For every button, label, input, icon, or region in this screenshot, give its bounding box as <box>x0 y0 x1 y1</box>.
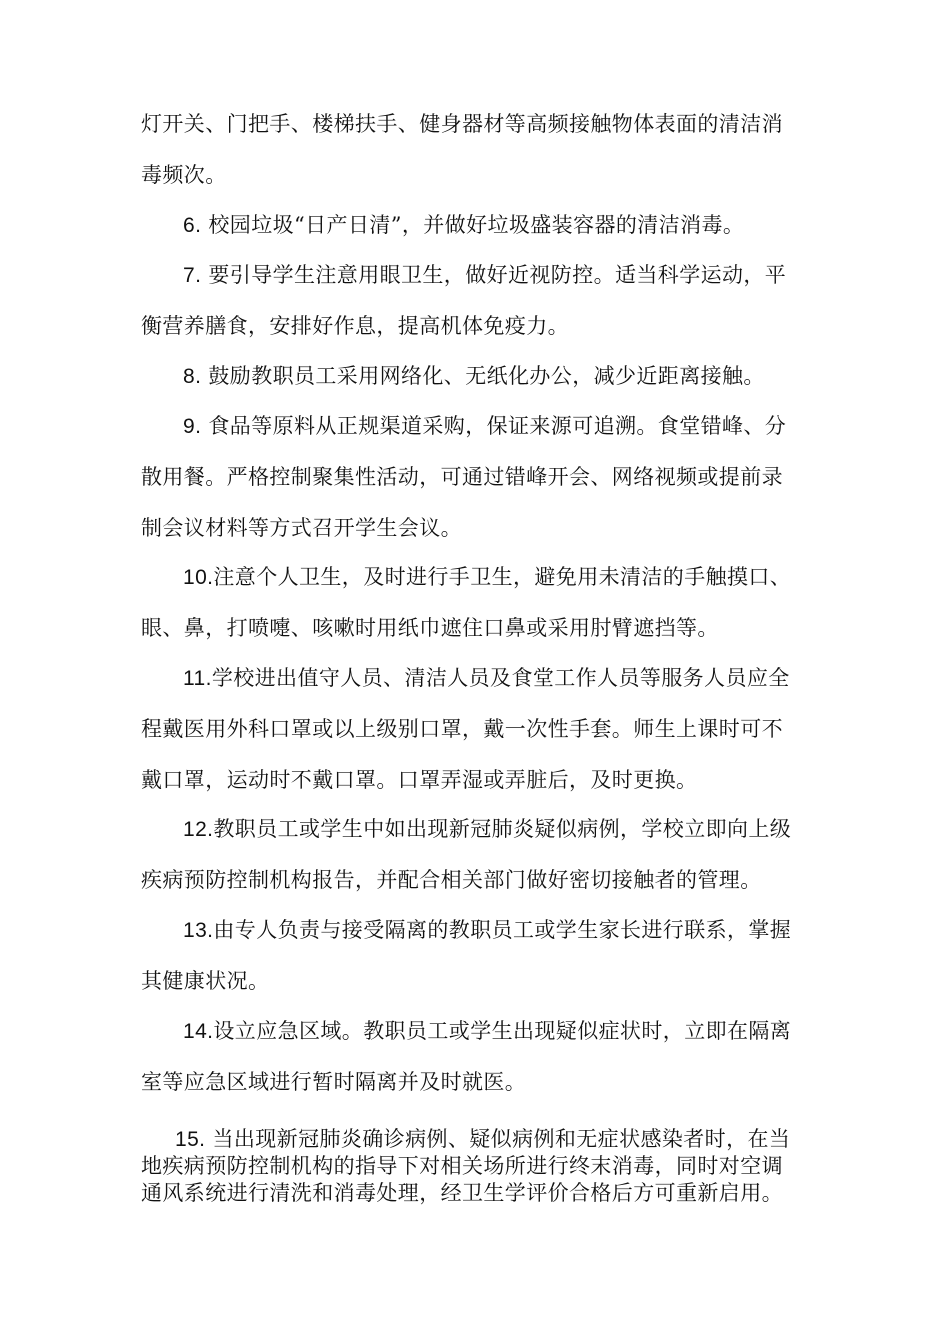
list-item-11 <box>141 653 821 806</box>
paragraph-line: 通风系统进行清洗和消毒处理，经卫生学评价合格后方可重新启用。 <box>141 1181 783 1205</box>
list-item-15 <box>141 1126 821 1207</box>
paragraph-line: 疾病预防控制机构报告，并配合相关部门做好密切接触者的管理。 <box>141 868 762 892</box>
paragraph-line: 程戴医用外科口罩或以上级别口罩，戴一次性手套。师生上课时可不 <box>141 717 783 741</box>
list-item-12 <box>141 804 821 906</box>
list-item-13 <box>141 905 821 1007</box>
item-number: 7. <box>183 264 202 287</box>
paragraph-line: 校园垃圾“日产日清”，并做好垃圾盛装容器的清洁消毒。 <box>201 213 745 237</box>
list-item-8 <box>141 351 821 402</box>
list-item-7 <box>141 250 821 352</box>
item-number: 14. <box>183 1020 214 1043</box>
paragraph-line: 由专人负责与接受隔离的教职员工或学生家长进行联系，掌握 <box>213 918 792 942</box>
paragraph-line: 食品等原料从正规渠道采购，保证来源可追溯。食堂错峰、分 <box>201 414 787 438</box>
paragraph-continuation <box>141 99 821 201</box>
item-number: 10. <box>183 566 214 589</box>
paragraph-line: 戴口罩，运动时不戴口罩。口罩弄湿或弄脏后，及时更换。 <box>141 768 698 792</box>
paragraph-line: 鼓励教职员工采用网络化、无纸化办公，减少近距离接触。 <box>201 364 765 388</box>
paragraph-line: 教职员工或学生中如出现新冠肺炎疑似病例，学校立即向上级 <box>213 817 792 841</box>
list-item-14 <box>141 1006 821 1108</box>
paragraph-line: 室等应急区域进行暂时隔离并及时就医。 <box>141 1070 527 1094</box>
item-number: 6. <box>183 214 202 237</box>
paragraph-line: 毒频次。 <box>141 163 227 187</box>
item-number: 11. <box>183 667 212 690</box>
paragraph-line: 其健康状况。 <box>141 969 270 993</box>
paragraph-line: 要引导学生注意用眼卫生，做好近视防控。适当科学运动，平 <box>201 263 787 287</box>
list-item-6 <box>141 200 821 251</box>
item-number: 13. <box>183 919 214 942</box>
item-number: 8. <box>183 365 202 388</box>
paragraph-line: 眼、鼻，打喷嚏、咳嗽时用纸巾遮住口鼻或采用肘臂遮挡等。 <box>141 616 719 640</box>
item-number: 9. <box>183 415 202 438</box>
paragraph-line: 当出现新冠肺炎确诊病例、疑似病例和无症状感染者时，在当 <box>205 1127 791 1151</box>
list-item-9 <box>141 401 821 554</box>
paragraph-line: 学校进出值守人员、清洁人员及食堂工作人员等服务人员应全 <box>211 666 790 690</box>
paragraph-line: 衡营养膳食，安排好作息，提高机体免疫力。 <box>141 314 569 338</box>
paragraph-line: 散用餐。严格控制聚集性活动，可通过错峰开会、网络视频或提前录 <box>141 465 783 489</box>
paragraph-line: 灯开关、门把手、楼梯扶手、健身器材等高频接触物体表面的清洁消 <box>141 112 783 136</box>
item-number: 15. <box>175 1128 206 1151</box>
paragraph-line: 设立应急区域。教职员工或学生出现疑似症状时，立即在隔离 <box>213 1019 792 1043</box>
list-item-10 <box>141 552 821 654</box>
paragraph-line: 制会议材料等方式召开学生会议。 <box>141 516 462 540</box>
paragraph-line: 注意个人卫生，及时进行手卫生，避免用未清洁的手触摸口、 <box>213 565 792 589</box>
paragraph-line: 地疾病预防控制机构的指导下对相关场所进行终末消毒，同时对空调 <box>141 1154 783 1178</box>
item-number: 12. <box>183 818 214 841</box>
